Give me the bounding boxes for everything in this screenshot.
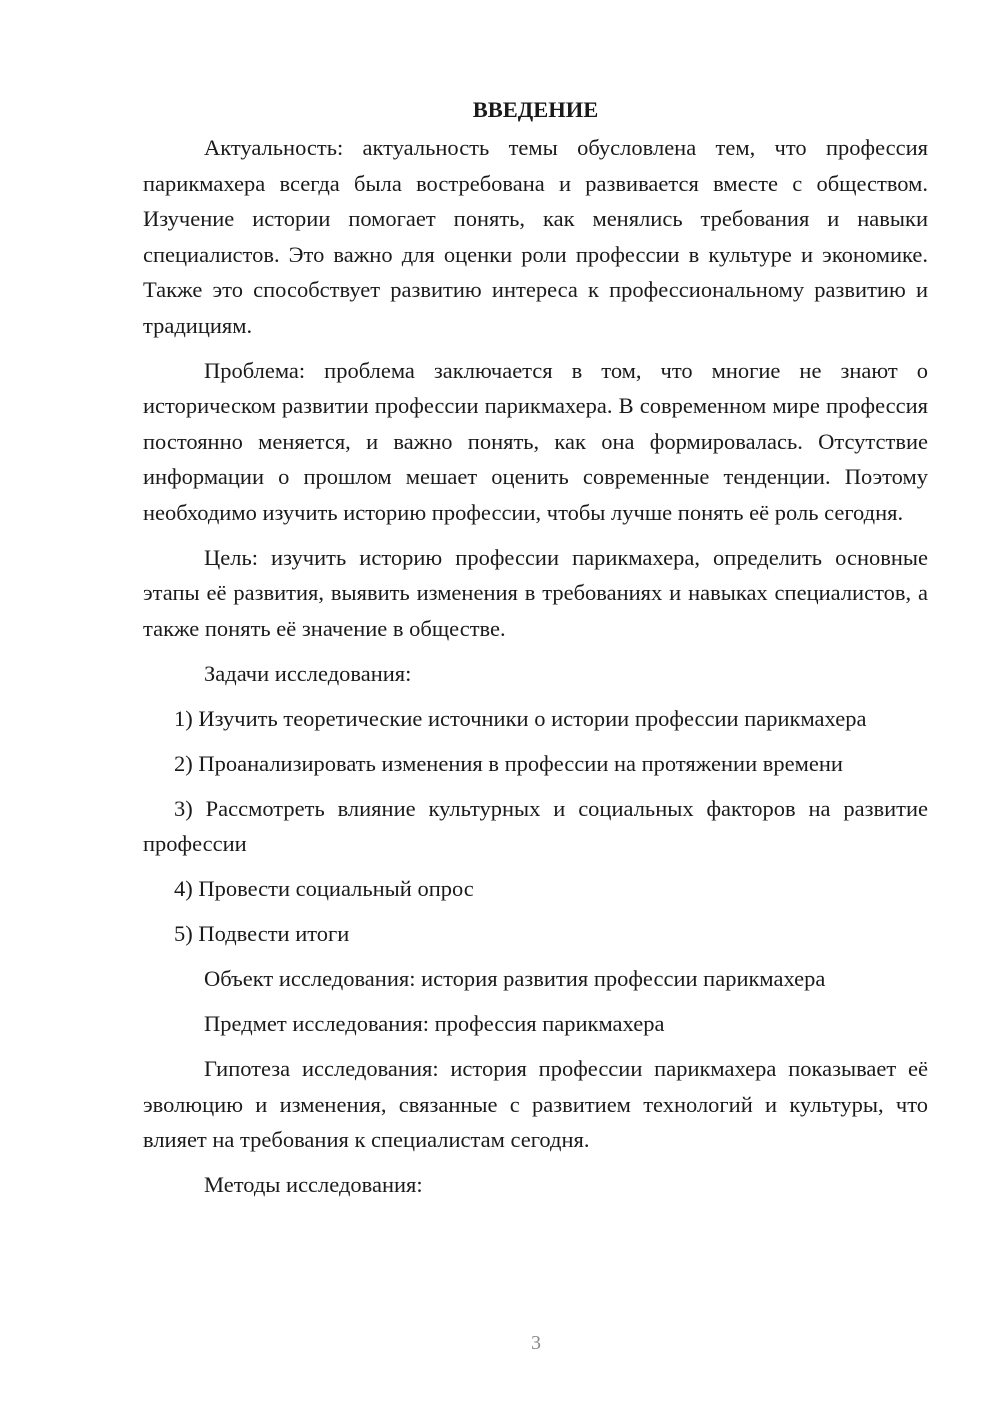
paragraph-object: Объект исследования: история развития профессии парикмахера <box>204 966 826 991</box>
task-item-2: 2) Проанализировать изменения в профессии на протяжении времени <box>174 750 843 776</box>
paragraph-subject: Предмет исследования: профессия парикмахера <box>204 1011 665 1036</box>
paragraph-goal: Цель: изучить историю профессии парикмахера, определить основные этапы её развития, выявить изменения в требованиях и навыках специалистов, а также понять её значение в обществе. <box>143 544 928 641</box>
task-item-5: 5) Подвести итоги <box>174 921 350 946</box>
paragraph-problem: Проблема: проблема заключается в том, что многие не знают о историческом развитии профессии парикмахера. В современном мире профессия постоянно меняется, и важно понять, как она формировалась. Отсутствие информации о прошлом мешает оценить современные тенденции. Поэтому необходимо изучить историю профессии, чтобы лучше понять её роль сегодня. <box>143 357 928 525</box>
paragraph-relevance: Актуальность: актуальность темы обусловлена тем, что профессия парикмахера всегда была востребована и развивается вместе с обществом. Изучение истории помогает понять, как менялись требования и навыки специалистов. Это важно для оценки роли профессии в культуре и экономике. Также это способствует развитию интереса к профессиональному развитию и традициям. <box>143 135 928 338</box>
page-number: 3 <box>531 1332 541 1354</box>
page-content <box>143 92 928 1212</box>
paragraph-methods: Методы исследования: <box>204 1172 423 1197</box>
task-item-3: 3) Рассмотреть влияние культурных и социальных факторов на развитие профессии <box>143 795 928 856</box>
task-item-1: 1) Изучить теоретические источники о истории профессии парикмахера <box>174 705 867 731</box>
paragraph-tasks-heading: Задачи исследования: <box>204 660 412 686</box>
paragraph-hypothesis: Гипотеза исследования: история профессии парикмахера показывает её эволюцию и изменения, связанные с развитием технологий и культуры, что влияет на требования к специалистам сегодня. <box>143 1056 928 1152</box>
task-item-4: 4) Провести социальный опрос <box>174 876 474 901</box>
section-title: ВВЕДЕНИЕ <box>472 97 599 122</box>
